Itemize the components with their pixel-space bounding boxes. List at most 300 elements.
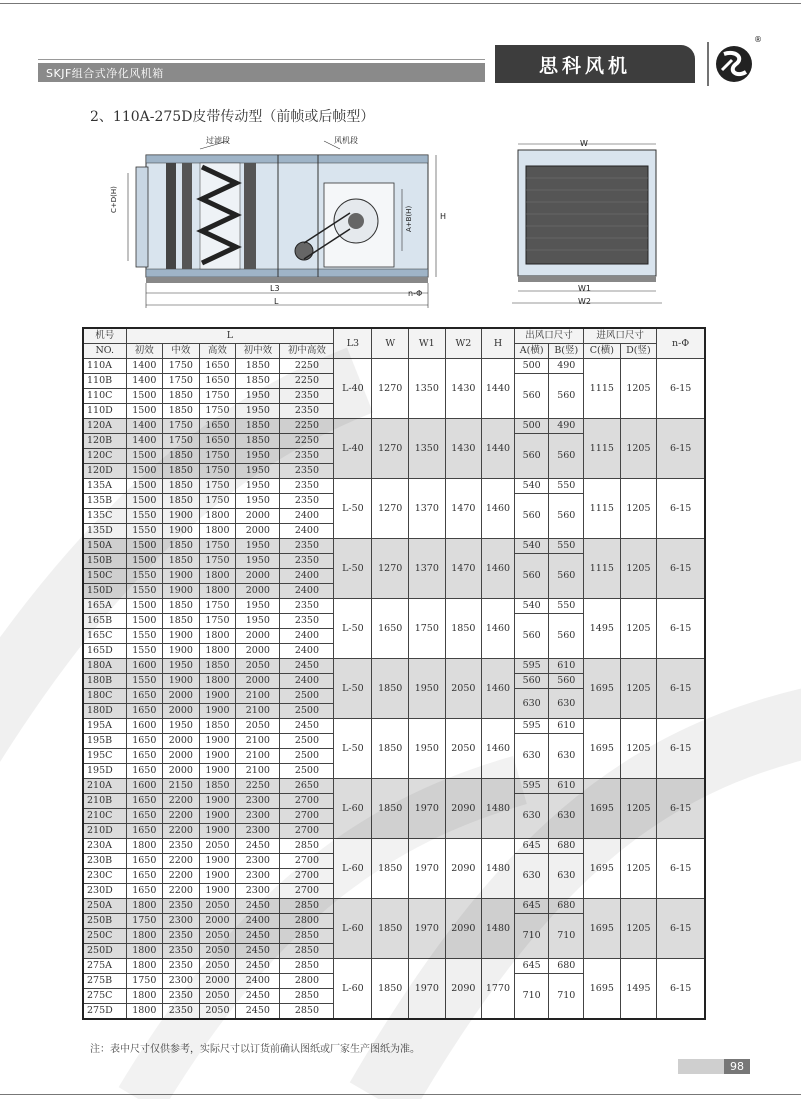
length-cell: 1500 [126,479,163,494]
table-row [83,899,705,914]
dim-w2: W2 [578,297,591,306]
l3-cell: L-40 [334,419,372,479]
length-cell: 2350 [280,539,334,554]
length-cell: 2450 [236,959,280,974]
model-number-cell: 250A [83,899,126,914]
outlet-b-cell: 610 [549,659,584,674]
sk-logo-icon [706,40,754,88]
length-cell: 1650 [126,869,163,884]
model-group [83,959,705,1020]
header-w1: W1 [409,328,446,359]
length-cell: 2200 [163,869,200,884]
length-cell: 2400 [280,674,334,689]
n-phi-cell: 6-15 [657,599,705,659]
outlet-a-cell: 560 [514,674,549,689]
length-cell: 1750 [163,434,200,449]
length-cell: 2300 [236,824,280,839]
outlet-a-cell: 560 [514,374,549,419]
length-cell: 1650 [126,884,163,899]
length-cell: 2350 [163,989,200,1004]
length-cell: 2300 [236,854,280,869]
h-cell: 1460 [482,719,515,779]
w-cell: 1270 [372,419,409,479]
length-cell: 2700 [280,809,334,824]
length-cell: 1750 [163,374,200,389]
outlet-a-cell: 560 [514,494,549,539]
outlet-b-cell: 630 [549,734,584,779]
l3-cell: L-50 [334,539,372,599]
length-cell: 1950 [236,404,280,419]
spec-table [82,327,706,1020]
header-model-top: 机号 [95,330,115,341]
w1-cell: 1370 [409,539,446,599]
length-cell: 1500 [126,464,163,479]
length-cell: 1800 [126,899,163,914]
outlet-b-cell: 680 [549,899,584,914]
model-number-cell: 135C [83,509,126,524]
outlet-b-cell: 560 [549,494,584,539]
length-cell: 2450 [236,899,280,914]
outlet-a-cell: 645 [514,959,549,974]
outlet-b-cell: 490 [549,359,584,374]
l3-cell: L-50 [334,659,372,719]
length-cell: 2050 [199,929,236,944]
length-cell: 1650 [126,734,163,749]
h-cell: 1460 [482,659,515,719]
w1-cell: 1970 [409,839,446,899]
model-number-cell: 180C [83,689,126,704]
model-group [83,899,705,959]
length-cell: 2050 [199,1004,236,1020]
model-number-cell: 250C [83,929,126,944]
w2-cell: 1470 [445,479,482,539]
length-cell: 1950 [163,659,200,674]
outlet-b-cell: 630 [549,794,584,839]
l3-cell: L-60 [334,899,372,959]
length-cell: 2200 [163,824,200,839]
length-cell: 1800 [199,569,236,584]
header-l-sub: 初效 [126,344,163,359]
model-number-cell: 110D [83,404,126,419]
header-l-sub: 中效 [163,344,200,359]
top-rule [0,3,801,4]
model-number-cell: 210D [83,824,126,839]
l3-cell: L-60 [334,779,372,839]
length-cell: 1900 [163,509,200,524]
outlet-a-cell: 630 [514,854,549,899]
header-inlet-d: D(竖) [620,344,657,359]
length-cell: 2400 [280,524,334,539]
length-cell: 2350 [163,899,200,914]
table-row [83,959,705,974]
model-group [83,539,705,599]
length-cell: 1550 [126,629,163,644]
length-cell: 2050 [199,839,236,854]
length-cell: 1900 [163,524,200,539]
length-cell: 2450 [236,1004,280,1020]
length-cell: 2000 [236,629,280,644]
model-number-cell: 195C [83,749,126,764]
length-cell: 1400 [126,374,163,389]
dim-l: L [274,297,279,306]
length-cell: 1800 [126,1004,163,1020]
outlet-b-cell: 560 [549,674,584,689]
w1-cell: 1970 [409,779,446,839]
table-row [83,839,705,854]
length-cell: 2200 [163,809,200,824]
model-number-cell: 195A [83,719,126,734]
length-cell: 1850 [163,479,200,494]
table-row [83,599,705,614]
length-cell: 1900 [199,854,236,869]
length-cell: 1500 [126,614,163,629]
table-row [83,539,705,554]
length-cell: 1950 [236,494,280,509]
length-cell: 2050 [199,959,236,974]
outlet-a-cell: 630 [514,794,549,839]
length-cell: 2000 [236,644,280,659]
model-number-cell: 195B [83,734,126,749]
w-cell: 1850 [372,659,409,719]
w-cell: 1270 [372,479,409,539]
registered-mark: ® [754,35,762,44]
inlet-c-cell: 1695 [584,719,621,779]
model-group [83,839,705,899]
length-cell: 2700 [280,824,334,839]
model-group [83,779,705,839]
length-cell: 1850 [236,434,280,449]
outlet-b-cell: 680 [549,959,584,974]
length-cell: 1800 [126,839,163,854]
length-cell: 2300 [236,809,280,824]
outlet-a-cell: 500 [514,419,549,434]
length-cell: 1850 [236,359,280,374]
length-cell: 1900 [199,869,236,884]
length-cell: 2350 [280,599,334,614]
length-cell: 2050 [236,659,280,674]
header-outlet-b: B(竖) [549,344,584,359]
length-cell: 2450 [236,944,280,959]
series-header-bar [38,63,485,82]
model-number-cell: 180A [83,659,126,674]
length-cell: 1750 [199,389,236,404]
l3-cell: L-50 [334,479,372,539]
model-number-cell: 230A [83,839,126,854]
length-cell: 2650 [280,779,334,794]
length-cell: 1750 [199,464,236,479]
h-cell: 1460 [482,599,515,659]
model-number-cell: 120A [83,419,126,434]
w1-cell: 1350 [409,359,446,419]
model-number-cell: 110B [83,374,126,389]
length-cell: 1650 [199,374,236,389]
outlet-a-cell: 645 [514,839,549,854]
table-row [83,779,705,794]
length-cell: 2350 [280,494,334,509]
header-model-no: NO. [83,344,126,359]
table-row [83,479,705,494]
header-w2: W2 [445,328,482,359]
length-cell: 2350 [280,449,334,464]
model-number-cell: 250B [83,914,126,929]
length-cell: 1500 [126,554,163,569]
w1-cell: 1350 [409,419,446,479]
outlet-b-cell: 490 [549,419,584,434]
length-cell: 2350 [280,464,334,479]
length-cell: 2000 [163,764,200,779]
length-cell: 1750 [163,419,200,434]
length-cell: 2200 [163,884,200,899]
series-label: SKJF组合式净化风机箱 [46,67,164,80]
outlet-b-cell: 630 [549,689,584,719]
outlet-a-cell: 710 [514,914,549,959]
length-cell: 1850 [199,659,236,674]
outlet-a-cell: 560 [514,554,549,599]
length-cell: 1550 [126,509,163,524]
length-cell: 1650 [126,764,163,779]
outlet-a-cell: 540 [514,599,549,614]
model-number-cell: 275D [83,1004,126,1020]
length-cell: 2250 [280,374,334,389]
outlet-b-cell: 680 [549,839,584,854]
header-rule [38,59,485,60]
length-cell: 2000 [163,749,200,764]
length-cell: 2500 [280,734,334,749]
n-phi-cell: 6-15 [657,419,705,479]
inlet-d-cell: 1205 [620,599,657,659]
outlet-a-cell: 540 [514,479,549,494]
w-cell: 1270 [372,359,409,419]
length-cell: 1500 [126,404,163,419]
w-cell: 1650 [372,599,409,659]
h-cell: 1440 [482,359,515,419]
length-cell: 1900 [199,764,236,779]
n-phi-cell: 6-15 [657,479,705,539]
length-cell: 2100 [236,749,280,764]
length-cell: 2850 [280,1004,334,1020]
length-cell: 1650 [126,749,163,764]
inlet-d-cell: 1205 [620,419,657,479]
length-cell: 1950 [236,599,280,614]
length-cell: 2000 [199,974,236,989]
length-cell: 2400 [280,509,334,524]
model-group [83,599,705,659]
length-cell: 1800 [199,524,236,539]
inlet-c-cell: 1695 [584,839,621,899]
length-cell: 2350 [163,839,200,854]
length-cell: 2850 [280,959,334,974]
outlet-b-cell: 710 [549,914,584,959]
w2-cell: 2050 [445,659,482,719]
bottom-rule [0,1094,801,1095]
inlet-d-cell: 1205 [620,779,657,839]
length-cell: 2300 [163,974,200,989]
model-number-cell: 230D [83,884,126,899]
length-cell: 1650 [199,434,236,449]
length-cell: 1900 [199,824,236,839]
model-number-cell: 210B [83,794,126,809]
length-cell: 2000 [199,914,236,929]
model-number-cell: 135D [83,524,126,539]
dim-w: W [580,139,588,148]
label-filter-section: 过滤段 [206,136,230,145]
outlet-b-cell: 550 [549,479,584,494]
model-number-cell: 275A [83,959,126,974]
length-cell: 1750 [199,404,236,419]
length-cell: 1900 [163,674,200,689]
model-number-cell: 230B [83,854,126,869]
outlet-b-cell: 710 [549,974,584,1020]
w-cell: 1850 [372,779,409,839]
n-phi-cell: 6-15 [657,779,705,839]
length-cell: 1500 [126,494,163,509]
length-cell: 2350 [163,1004,200,1020]
length-cell: 2350 [163,959,200,974]
length-cell: 2400 [280,569,334,584]
dim-l3: L3 [270,284,280,293]
h-cell: 1460 [482,479,515,539]
length-cell: 1600 [126,659,163,674]
length-cell: 1650 [126,854,163,869]
l3-cell: L-60 [334,959,372,1020]
length-cell: 1900 [199,704,236,719]
outlet-a-cell: 710 [514,974,549,1020]
length-cell: 1750 [199,494,236,509]
length-cell: 2700 [280,869,334,884]
w-cell: 1270 [372,539,409,599]
model-number-cell: 135B [83,494,126,509]
dim-w1: W1 [578,284,591,293]
length-cell: 1750 [126,914,163,929]
length-cell: 2850 [280,989,334,1004]
header-outlet-a: A(横) [514,344,549,359]
length-cell: 2300 [236,794,280,809]
w2-cell: 2090 [445,899,482,959]
model-number-cell: 120C [83,449,126,464]
length-cell: 1650 [126,809,163,824]
model-number-cell: 210A [83,779,126,794]
w1-cell: 1950 [409,659,446,719]
length-cell: 1850 [163,614,200,629]
header-l3: L3 [334,328,372,359]
length-cell: 2800 [280,914,334,929]
length-cell: 1750 [199,539,236,554]
w-cell: 1850 [372,719,409,779]
outlet-a-cell: 560 [514,434,549,479]
length-cell: 1800 [126,989,163,1004]
model-number-cell: 165C [83,629,126,644]
inlet-c-cell: 1695 [584,659,621,719]
inlet-d-cell: 1205 [620,539,657,599]
length-cell: 2700 [280,854,334,869]
inlet-c-cell: 1115 [584,479,621,539]
w2-cell: 2090 [445,839,482,899]
model-number-cell: 250D [83,944,126,959]
length-cell: 1600 [126,719,163,734]
length-cell: 1750 [199,449,236,464]
inlet-d-cell: 1495 [620,959,657,1020]
header-l-sub: 初中高效 [280,344,334,359]
length-cell: 2000 [236,674,280,689]
length-cell: 1950 [236,539,280,554]
inlet-d-cell: 1205 [620,899,657,959]
length-cell: 2150 [163,779,200,794]
length-cell: 2250 [280,419,334,434]
model-number-cell: 275B [83,974,126,989]
length-cell: 1850 [163,404,200,419]
model-group [83,659,705,719]
inlet-d-cell: 1205 [620,719,657,779]
length-cell: 1750 [199,599,236,614]
h-cell: 1460 [482,539,515,599]
length-cell: 2000 [236,509,280,524]
w2-cell: 1850 [445,599,482,659]
length-cell: 1550 [126,584,163,599]
length-cell: 1600 [126,779,163,794]
n-phi-cell: 6-15 [657,539,705,599]
length-cell: 1850 [199,719,236,734]
outlet-b-cell: 560 [549,374,584,419]
model-number-cell: 150C [83,569,126,584]
inlet-d-cell: 1205 [620,659,657,719]
length-cell: 1800 [199,674,236,689]
length-cell: 1400 [126,359,163,374]
length-cell: 2500 [280,749,334,764]
length-cell: 1950 [236,614,280,629]
length-cell: 1800 [199,644,236,659]
outlet-b-cell: 560 [549,554,584,599]
model-number-cell: 165B [83,614,126,629]
length-cell: 2400 [280,584,334,599]
length-cell: 1900 [163,584,200,599]
dim-n-phi: n-Φ [408,289,423,298]
w-cell: 1850 [372,959,409,1020]
n-phi-cell: 6-15 [657,719,705,779]
inlet-c-cell: 1695 [584,779,621,839]
outlet-b-cell: 610 [549,719,584,734]
length-cell: 1800 [126,929,163,944]
length-cell: 1800 [126,944,163,959]
length-cell: 1750 [126,974,163,989]
length-cell: 2450 [236,989,280,1004]
brand-block [495,45,695,83]
outlet-b-cell: 550 [549,539,584,554]
model-group [83,359,705,419]
length-cell: 1900 [163,629,200,644]
length-cell: 2400 [236,914,280,929]
length-cell: 1850 [236,374,280,389]
model-number-cell: 230C [83,869,126,884]
length-cell: 2000 [163,689,200,704]
inlet-c-cell: 1115 [584,419,621,479]
length-cell: 1900 [199,884,236,899]
model-number-cell: 150D [83,584,126,599]
length-cell: 2400 [236,974,280,989]
outlet-b-cell: 610 [549,779,584,794]
table-row [83,719,705,734]
length-cell: 2800 [280,974,334,989]
header-model [83,328,126,344]
header-inlet-c: C(横) [584,344,621,359]
length-cell: 1950 [236,479,280,494]
w2-cell: 2090 [445,779,482,839]
inlet-d-cell: 1205 [620,479,657,539]
length-cell: 1850 [163,389,200,404]
model-group [83,719,705,779]
table-row [83,419,705,434]
length-cell: 2850 [280,944,334,959]
section-title: 2、110A-275D皮带传动型（前帧或后帧型） [90,109,375,125]
